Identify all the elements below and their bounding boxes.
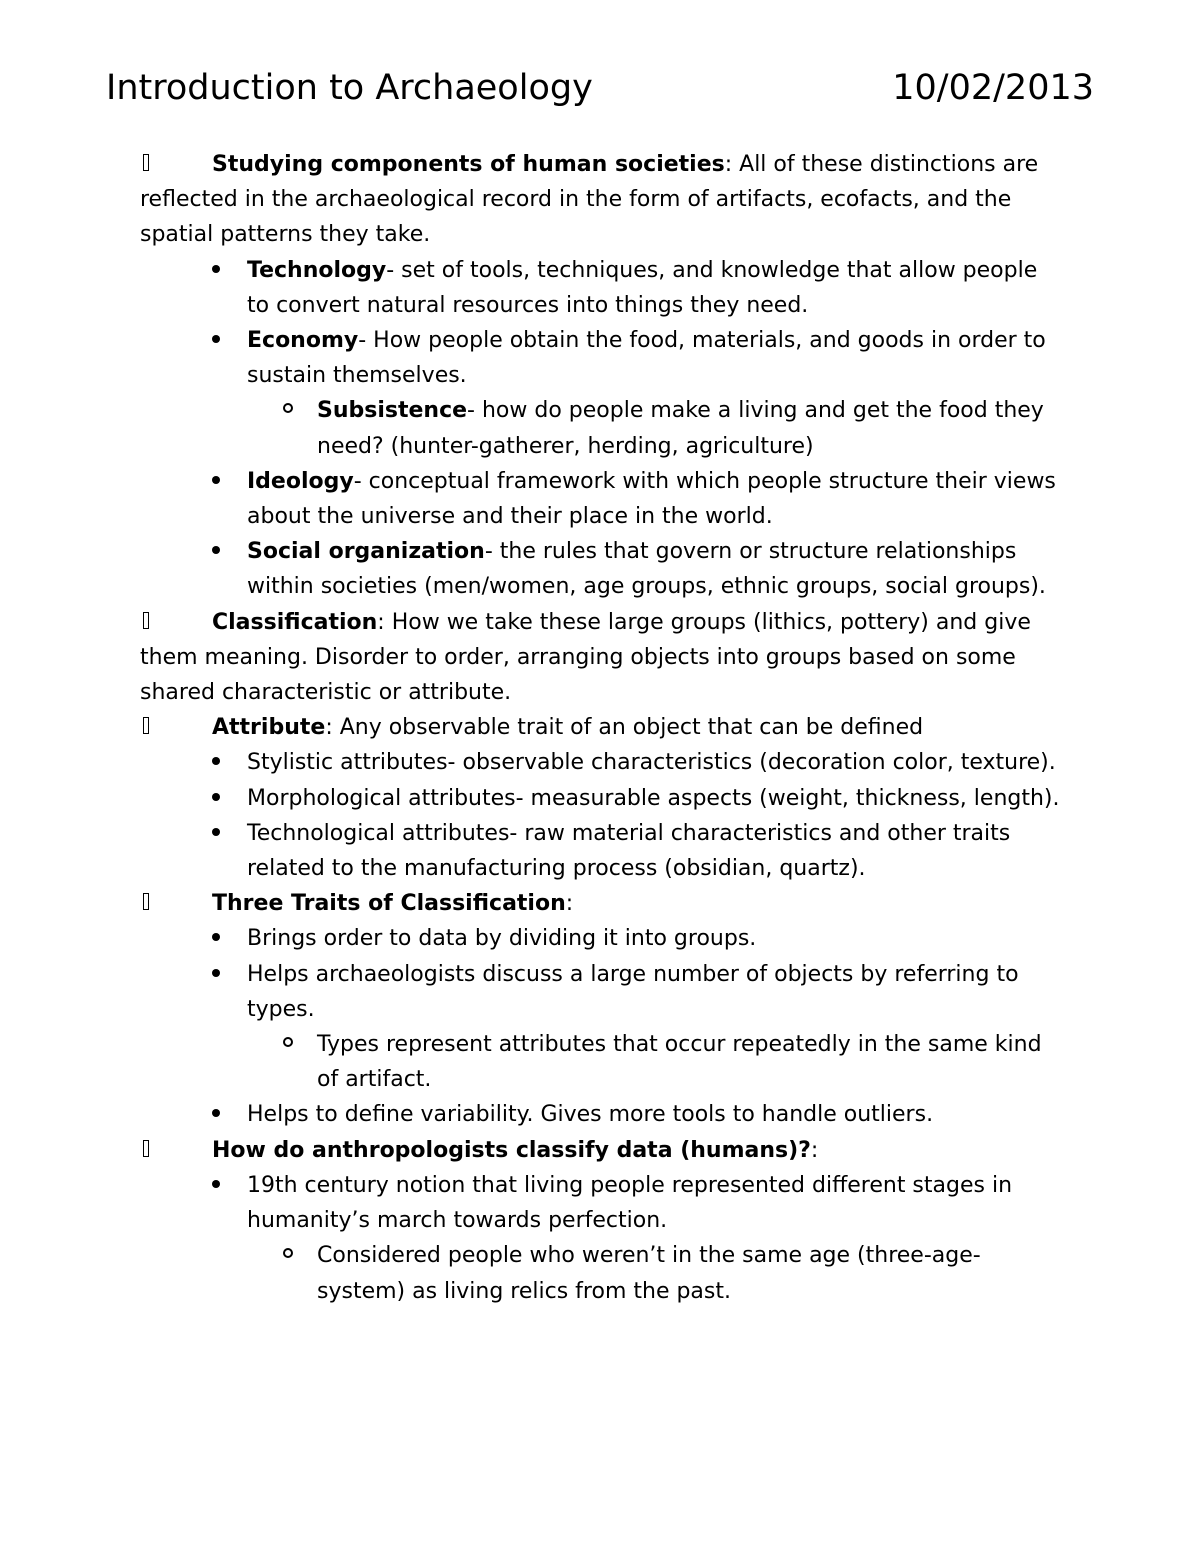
section-term: Three Traits of Classification [212, 891, 566, 917]
bullet-icon [212, 1097, 220, 1132]
bullet-icon [212, 921, 220, 956]
bullet-icon [212, 253, 220, 288]
list-item-subsistence: Subsistence- how do people make a living and get the food they need? (hunter-gatherer, herding, agriculture) [140, 393, 1060, 463]
section-marker-icon [140, 1133, 212, 1168]
hollow-bullet-icon [283, 393, 293, 428]
section-attribute: Attribute: Any observable trait of an object that can be defined [140, 710, 1060, 745]
section-marker-icon [140, 605, 212, 640]
bullet-icon [212, 745, 220, 780]
bullet-icon [212, 957, 220, 992]
list-item-stylistic: Stylistic attributes- observable characteristics (decoration color, texture). [140, 745, 1060, 780]
section-three-traits: Three Traits of Classification: [140, 886, 1060, 921]
section-text: All of these distinctions are reflected in the archaeological record in the form of artifacts, ecofacts, and the spatial patterns they take. [140, 152, 1039, 248]
section-marker-icon [140, 886, 212, 921]
list-item-helps-discuss: Helps archaeologists discuss a large number of objects by referring to types. [140, 957, 1060, 1027]
list-item-variability: Helps to define variability. Gives more tools to handle outliers. [140, 1097, 1060, 1132]
list-item-types: Types represent attributes that occur repeatedly in the same kind of artifact. [140, 1027, 1060, 1097]
section-term: Classification [212, 609, 378, 635]
list-item-morphological: Morphological attributes- measurable aspects (weight, thickness, length). [140, 781, 1060, 816]
bullet-icon [212, 1168, 220, 1203]
section-term: Attribute [212, 715, 326, 741]
bullet-icon [212, 323, 220, 358]
hollow-bullet-icon [283, 1238, 293, 1273]
hollow-bullet-icon [283, 1027, 293, 1062]
document-title: Introduction to Archaeology [106, 68, 593, 108]
section-text: Any observable trait of an object that can be defined [339, 715, 924, 741]
list-item-social-organization: Social organization- the rules that govern or structure relationships within societies (men/women, age groups, ethnic groups, social groups). [140, 534, 1060, 604]
list-item-technology: Technology- set of tools, techniques, and knowledge that allow people to convert natural resources into things they need. [140, 253, 1060, 323]
document-date: 10/02/2013 [892, 68, 1094, 108]
list-item-ideology: Ideology- conceptual framework with which people structure their views about the universe and their place in the world. [140, 464, 1060, 534]
list-item-living-relics: Considered people who weren’t in the same age (three-age-system) as living relics from the past. [140, 1238, 1060, 1308]
section-marker-icon [140, 147, 212, 182]
notes-body [140, 147, 1060, 1309]
section-term: Studying components of human societies [212, 152, 725, 177]
bullet-icon [212, 464, 220, 499]
section-anthropologists-classify: How do anthropologists classify data (humans)?: [140, 1133, 1060, 1168]
list-item-19th-century: 19th century notion that living people represented different stages in humanity’s march towards perfection. [140, 1168, 1060, 1238]
list-item-economy: Economy- How people obtain the food, materials, and goods in order to sustain themselves. [140, 323, 1060, 393]
list-item-technological: Technological attributes- raw material characteristics and other traits related to the manufacturing process (obsidian, quartz). [140, 816, 1060, 886]
section-studying-components: Studying components of human societies: All of these distinctions are reflected in the archaeological record in the form of artifacts, ecofacts, and the spatial patterns they take. [140, 147, 1060, 253]
bullet-icon [212, 534, 220, 569]
section-term: How do anthropologists classify data (humans)? [212, 1137, 811, 1163]
list-item-brings-order: Brings order to data by dividing it into groups. [140, 921, 1060, 956]
section-text: How we take these large groups (lithics, pottery) and give them meaning. Disorder to order, arranging objects into groups based on some shared characteristic or attribute. [140, 609, 1031, 706]
bullet-icon [212, 781, 220, 816]
section-classification: Classification: How we take these large groups (lithics, pottery) and give them meaning. Disorder to order, arranging objects into groups based on some shared characteristic or attribute. [140, 605, 1060, 711]
page-header [106, 68, 1094, 108]
bullet-icon [212, 816, 220, 851]
section-marker-icon [140, 710, 212, 745]
